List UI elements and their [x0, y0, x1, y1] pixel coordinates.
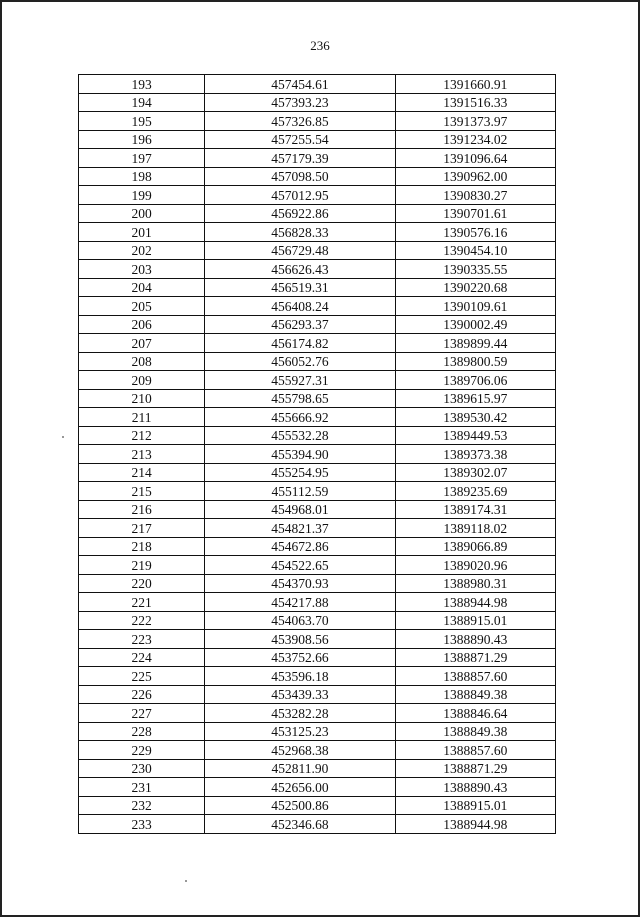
point-number-cell: 212 — [79, 426, 205, 445]
x-coordinate-cell: 456626.43 — [205, 260, 395, 279]
point-number-cell: 217 — [79, 519, 205, 538]
point-number-cell: 209 — [79, 371, 205, 390]
table-row — [79, 352, 556, 371]
table-row — [79, 630, 556, 649]
point-number-cell: 210 — [79, 389, 205, 408]
y-coordinate-cell: 1390454.10 — [395, 241, 555, 260]
y-coordinate-cell: 1389118.02 — [395, 519, 555, 538]
x-coordinate-cell: 456174.82 — [205, 334, 395, 353]
y-coordinate-cell: 1391096.64 — [395, 149, 555, 168]
page-border-top — [0, 0, 640, 2]
point-number-cell: 193 — [79, 75, 205, 94]
page-border-left — [0, 0, 2, 917]
y-coordinate-cell: 1389373.38 — [395, 445, 555, 464]
y-coordinate-cell: 1390701.61 — [395, 204, 555, 223]
y-coordinate-cell: 1388890.43 — [395, 630, 555, 649]
x-coordinate-cell: 456828.33 — [205, 223, 395, 242]
point-number-cell: 231 — [79, 778, 205, 797]
y-coordinate-cell: 1391234.02 — [395, 130, 555, 149]
y-coordinate-cell: 1390962.00 — [395, 167, 555, 186]
x-coordinate-cell: 457179.39 — [205, 149, 395, 168]
table-row — [79, 815, 556, 834]
point-number-cell: 201 — [79, 223, 205, 242]
point-number-cell: 228 — [79, 722, 205, 741]
y-coordinate-cell: 1389899.44 — [395, 334, 555, 353]
x-coordinate-cell: 455798.65 — [205, 389, 395, 408]
x-coordinate-cell: 453125.23 — [205, 722, 395, 741]
point-number-cell: 199 — [79, 186, 205, 205]
point-number-cell: 194 — [79, 93, 205, 112]
table-row — [79, 482, 556, 501]
x-coordinate-cell: 456052.76 — [205, 352, 395, 371]
x-coordinate-cell: 452656.00 — [205, 778, 395, 797]
x-coordinate-cell: 452346.68 — [205, 815, 395, 834]
y-coordinate-cell: 1390830.27 — [395, 186, 555, 205]
x-coordinate-cell: 454672.86 — [205, 537, 395, 556]
x-coordinate-cell: 456293.37 — [205, 315, 395, 334]
y-coordinate-cell: 1388871.29 — [395, 759, 555, 778]
x-coordinate-cell: 452811.90 — [205, 759, 395, 778]
x-coordinate-cell: 455254.95 — [205, 463, 395, 482]
y-coordinate-cell: 1389615.97 — [395, 389, 555, 408]
point-number-cell: 197 — [79, 149, 205, 168]
table-row — [79, 574, 556, 593]
y-coordinate-cell: 1389800.59 — [395, 352, 555, 371]
table-row — [79, 722, 556, 741]
point-number-cell: 207 — [79, 334, 205, 353]
y-coordinate-cell: 1388871.29 — [395, 648, 555, 667]
x-coordinate-cell: 457326.85 — [205, 112, 395, 131]
table-row — [79, 778, 556, 797]
x-coordinate-cell: 452500.86 — [205, 796, 395, 815]
y-coordinate-cell: 1389020.96 — [395, 556, 555, 575]
point-number-cell: 213 — [79, 445, 205, 464]
y-coordinate-cell: 1390335.55 — [395, 260, 555, 279]
coordinate-table-body — [79, 75, 556, 834]
y-coordinate-cell: 1388915.01 — [395, 796, 555, 815]
point-number-cell: 218 — [79, 537, 205, 556]
y-coordinate-cell: 1388980.31 — [395, 574, 555, 593]
x-coordinate-cell: 455112.59 — [205, 482, 395, 501]
point-number-cell: 233 — [79, 815, 205, 834]
y-coordinate-cell: 1388857.60 — [395, 667, 555, 686]
x-coordinate-cell: 455532.28 — [205, 426, 395, 445]
y-coordinate-cell: 1389302.07 — [395, 463, 555, 482]
y-coordinate-cell: 1388944.98 — [395, 593, 555, 612]
y-coordinate-cell: 1389706.06 — [395, 371, 555, 390]
table-row — [79, 241, 556, 260]
x-coordinate-cell: 455394.90 — [205, 445, 395, 464]
y-coordinate-cell: 1389174.31 — [395, 500, 555, 519]
table-row — [79, 223, 556, 242]
table-row — [79, 556, 556, 575]
x-coordinate-cell: 455927.31 — [205, 371, 395, 390]
y-coordinate-cell: 1390576.16 — [395, 223, 555, 242]
x-coordinate-cell: 456729.48 — [205, 241, 395, 260]
y-coordinate-cell: 1391516.33 — [395, 93, 555, 112]
table-row — [79, 667, 556, 686]
table-row — [79, 167, 556, 186]
point-number-cell: 205 — [79, 297, 205, 316]
table-row — [79, 741, 556, 760]
x-coordinate-cell: 453282.28 — [205, 704, 395, 723]
point-number-cell: 215 — [79, 482, 205, 501]
point-number-cell: 230 — [79, 759, 205, 778]
table-row — [79, 796, 556, 815]
y-coordinate-cell: 1388915.01 — [395, 611, 555, 630]
table-row — [79, 463, 556, 482]
point-number-cell: 223 — [79, 630, 205, 649]
x-coordinate-cell: 456519.31 — [205, 278, 395, 297]
table-row — [79, 186, 556, 205]
table-row — [79, 685, 556, 704]
table-row — [79, 648, 556, 667]
table-row — [79, 112, 556, 131]
point-number-cell: 208 — [79, 352, 205, 371]
table-row — [79, 130, 556, 149]
point-number-cell: 211 — [79, 408, 205, 427]
x-coordinate-cell: 454522.65 — [205, 556, 395, 575]
table-row — [79, 204, 556, 223]
y-coordinate-cell: 1388849.38 — [395, 722, 555, 741]
table-row — [79, 445, 556, 464]
x-coordinate-cell: 454370.93 — [205, 574, 395, 593]
point-number-cell: 232 — [79, 796, 205, 815]
table-row — [79, 371, 556, 390]
x-coordinate-cell: 454968.01 — [205, 500, 395, 519]
point-number-cell: 226 — [79, 685, 205, 704]
table-row — [79, 704, 556, 723]
point-number-cell: 206 — [79, 315, 205, 334]
x-coordinate-cell: 453752.66 — [205, 648, 395, 667]
point-number-cell: 195 — [79, 112, 205, 131]
point-number-cell: 219 — [79, 556, 205, 575]
point-number-cell: 198 — [79, 167, 205, 186]
table-row — [79, 297, 556, 316]
point-number-cell: 227 — [79, 704, 205, 723]
x-coordinate-cell: 457012.95 — [205, 186, 395, 205]
y-coordinate-cell: 1390109.61 — [395, 297, 555, 316]
y-coordinate-cell: 1390002.49 — [395, 315, 555, 334]
table-row — [79, 149, 556, 168]
y-coordinate-cell: 1388890.43 — [395, 778, 555, 797]
x-coordinate-cell: 453439.33 — [205, 685, 395, 704]
x-coordinate-cell: 457098.50 — [205, 167, 395, 186]
table-row — [79, 75, 556, 94]
table-row — [79, 426, 556, 445]
y-coordinate-cell: 1389235.69 — [395, 482, 555, 501]
point-number-cell: 203 — [79, 260, 205, 279]
y-coordinate-cell: 1389066.89 — [395, 537, 555, 556]
page-number: 236 — [310, 38, 330, 53]
scan-speck — [185, 880, 187, 882]
table-row — [79, 93, 556, 112]
y-coordinate-cell: 1388849.38 — [395, 685, 555, 704]
coordinate-table — [78, 74, 556, 834]
point-number-cell: 216 — [79, 500, 205, 519]
x-coordinate-cell: 457454.61 — [205, 75, 395, 94]
point-number-cell: 204 — [79, 278, 205, 297]
y-coordinate-cell: 1388857.60 — [395, 741, 555, 760]
table-row — [79, 260, 556, 279]
table-row — [79, 408, 556, 427]
x-coordinate-cell: 454063.70 — [205, 611, 395, 630]
y-coordinate-cell: 1391660.91 — [395, 75, 555, 94]
x-coordinate-cell: 456408.24 — [205, 297, 395, 316]
point-number-cell: 220 — [79, 574, 205, 593]
y-coordinate-cell: 1388846.64 — [395, 704, 555, 723]
point-number-cell: 225 — [79, 667, 205, 686]
x-coordinate-cell: 454821.37 — [205, 519, 395, 538]
y-coordinate-cell: 1389530.42 — [395, 408, 555, 427]
x-coordinate-cell: 453908.56 — [205, 630, 395, 649]
point-number-cell: 229 — [79, 741, 205, 760]
y-coordinate-cell: 1388944.98 — [395, 815, 555, 834]
x-coordinate-cell: 456922.86 — [205, 204, 395, 223]
table-row — [79, 537, 556, 556]
x-coordinate-cell: 453596.18 — [205, 667, 395, 686]
table-row — [79, 593, 556, 612]
point-number-cell: 202 — [79, 241, 205, 260]
point-number-cell: 200 — [79, 204, 205, 223]
point-number-cell: 214 — [79, 463, 205, 482]
point-number-cell: 221 — [79, 593, 205, 612]
table-row — [79, 759, 556, 778]
point-number-cell: 224 — [79, 648, 205, 667]
table-row — [79, 519, 556, 538]
table-row — [79, 315, 556, 334]
x-coordinate-cell: 455666.92 — [205, 408, 395, 427]
x-coordinate-cell: 452968.38 — [205, 741, 395, 760]
table-row — [79, 500, 556, 519]
table-row — [79, 334, 556, 353]
table-row — [79, 278, 556, 297]
x-coordinate-cell: 457393.23 — [205, 93, 395, 112]
x-coordinate-cell: 454217.88 — [205, 593, 395, 612]
point-number-cell: 222 — [79, 611, 205, 630]
y-coordinate-cell: 1389449.53 — [395, 426, 555, 445]
x-coordinate-cell: 457255.54 — [205, 130, 395, 149]
table-row — [79, 611, 556, 630]
point-number-cell: 196 — [79, 130, 205, 149]
scan-speck — [62, 436, 64, 438]
y-coordinate-cell: 1391373.97 — [395, 112, 555, 131]
y-coordinate-cell: 1390220.68 — [395, 278, 555, 297]
table-row — [79, 389, 556, 408]
